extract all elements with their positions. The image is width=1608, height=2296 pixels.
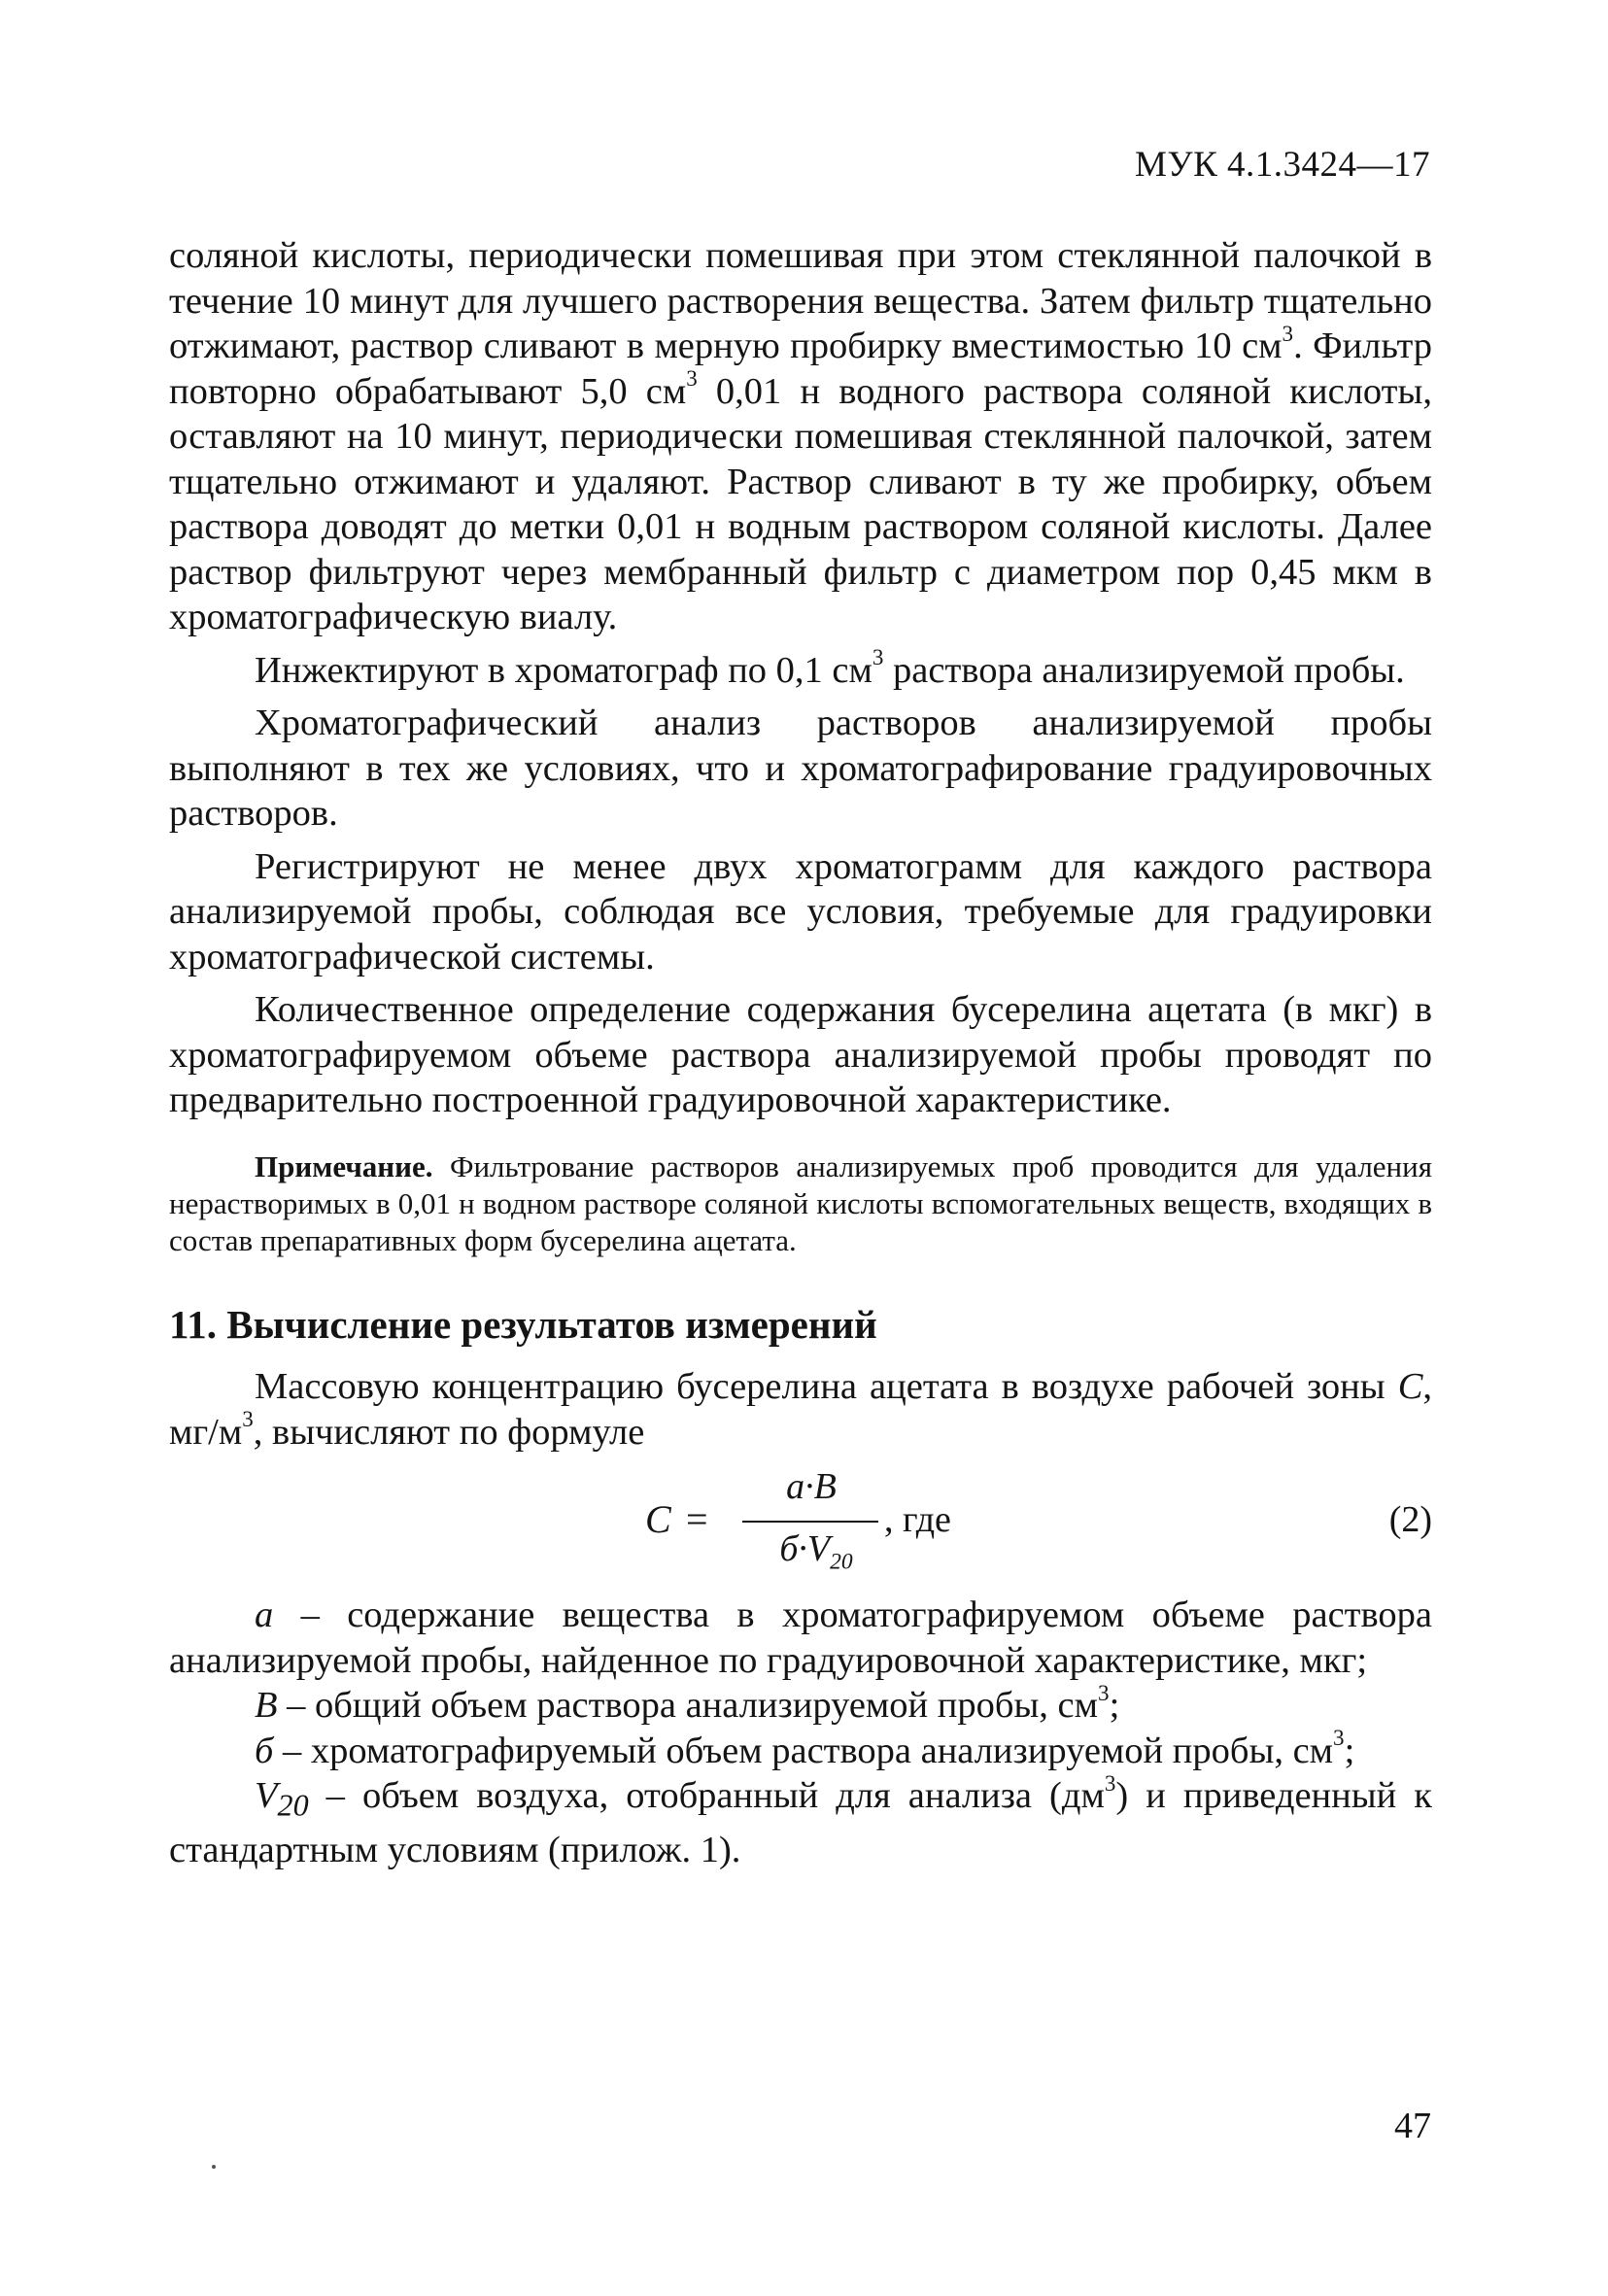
symbol-c: б bbox=[255, 1730, 274, 1771]
fraction-bar bbox=[742, 1521, 878, 1523]
paragraph-2 bbox=[169, 644, 1432, 694]
formula-equals: = bbox=[686, 1497, 708, 1541]
symbol-b: В bbox=[255, 1685, 278, 1726]
note-label: Примечание. bbox=[255, 1148, 433, 1183]
superscript: 3 bbox=[1333, 1725, 1345, 1751]
note bbox=[169, 1148, 1432, 1259]
formula-numerator: а·В bbox=[786, 1466, 837, 1507]
paragraph-1-text-c: 0,01 н водного раствора соляной кислоты, оставляют на 10 минут, периодически помешивая стеклянной палочкой, затем тщательно отжимают и удаляют. Раствор сливают в ту же пробирку, объем раствора доводят до метки 0,01 н водным раствором соляной кислоты. Далее раствор фильтруют через мембранный фильтр с диаметром пор 0,45 мкм в хроматографическую виалу. bbox=[169, 370, 1432, 637]
section-intro bbox=[169, 1364, 1432, 1455]
denominator-main: б·V bbox=[779, 1528, 831, 1569]
paragraph-3: Хроматографический анализ растворов анализируемой пробы выполняют в тех же условиях, что и хроматографирование градуировочных растворов. bbox=[169, 703, 1432, 834]
superscript: 3 bbox=[1098, 1679, 1110, 1705]
document-code: МУК 4.1.3424—17 bbox=[1134, 145, 1430, 185]
definition-b-end: ; bbox=[1109, 1685, 1120, 1726]
note-text: Фильтрование растворов анализируемых проб проводится для удаления нерастворимых в 0,01 н водном растворе соляной кислоты вспомогательных веществ, входящих в состав препаративных форм бусерелина ацетата. bbox=[169, 1148, 1432, 1257]
definition-v-text-a: – объем воздуха, отобранный для анализа (дм bbox=[308, 1775, 1105, 1816]
superscript: 3 bbox=[1282, 320, 1294, 346]
symbol-v: V bbox=[255, 1775, 278, 1816]
definition-c-end: ; bbox=[1344, 1730, 1355, 1771]
paragraph-2-text-b: раствора анализируемой пробы. bbox=[883, 649, 1405, 691]
superscript: 3 bbox=[1104, 1769, 1116, 1796]
formula-where: , где bbox=[884, 1499, 951, 1540]
superscript: 3 bbox=[686, 365, 698, 392]
paragraph-1 bbox=[169, 233, 1432, 640]
scan-speck bbox=[212, 2165, 216, 2169]
intro-symbol: С bbox=[1397, 1366, 1423, 1407]
symbol-v-subscript: 20 bbox=[277, 1787, 309, 1823]
definition-a bbox=[169, 1593, 1432, 1683]
formula-lhs: C bbox=[645, 1497, 671, 1541]
definition-b-text: – общий объем раствора анализируемой пробы, см bbox=[277, 1685, 1099, 1726]
definition-c-text: – хроматографируемый объем раствора анализируемой пробы, см bbox=[273, 1730, 1334, 1771]
body-text bbox=[169, 233, 1432, 1873]
paragraph-1-text-a: соляной кислоты, периодически помешивая при этом стеклянной палочкой в течение 10 минут для лучшего растворения вещества. Затем фильтр тщательно отжимают, раствор сливают в мерную пробирку вместимостью 10 см bbox=[169, 235, 1432, 366]
formula-row bbox=[169, 1464, 1432, 1581]
superscript: 3 bbox=[242, 1406, 254, 1432]
formula-denominator bbox=[748, 1526, 884, 1585]
section-title: 11. Вычисление результатов измерений bbox=[169, 1301, 877, 1347]
paragraph-5: Количественное определение содержания бусерелина ацетата (в мкг) в хроматографируемом объеме раствора анализируемой пробы проводят по предварительно построенной градуировочной характеристике. bbox=[169, 989, 1432, 1120]
intro-text-b: , мг/м bbox=[169, 1366, 1432, 1453]
definition-b bbox=[169, 1679, 1432, 1729]
definition-v bbox=[169, 1769, 1432, 1873]
page-number: 47 bbox=[1394, 2106, 1431, 2146]
formula-number: (2) bbox=[1388, 1499, 1432, 1540]
definition-v-text-b: ) и приведенный к стандартным условиям (прилож. 1). bbox=[169, 1775, 1432, 1871]
definitions bbox=[169, 1593, 1432, 1873]
symbol-a: а bbox=[255, 1594, 274, 1635]
intro-text-a: Массовую концентрацию бусерелина ацетата в воздухе рабочей зоны bbox=[255, 1366, 1398, 1407]
formula bbox=[645, 1464, 975, 1581]
paragraph-4: Регистрируют не менее двух хроматограмм для каждого раствора анализируемой пробы, соблюдая все условия, требуемые для градуировки хроматографической системы. bbox=[169, 845, 1432, 977]
denominator-subscript: 20 bbox=[830, 1549, 853, 1575]
intro-text-c: , вычисляют по формуле bbox=[253, 1411, 645, 1453]
paragraph-1-text-b: . Фильтр повторно обрабатывают 5,0 см bbox=[169, 326, 1432, 412]
definition-c bbox=[169, 1725, 1432, 1774]
definition-a-text: – содержание вещества в хроматографируемом объеме раствора анализируемой пробы, найденное по градуировочной характеристике, мкг; bbox=[169, 1594, 1432, 1681]
superscript: 3 bbox=[872, 644, 884, 670]
paragraph-2-text-a: Инжектируют в хроматограф по 0,1 см bbox=[255, 649, 872, 691]
